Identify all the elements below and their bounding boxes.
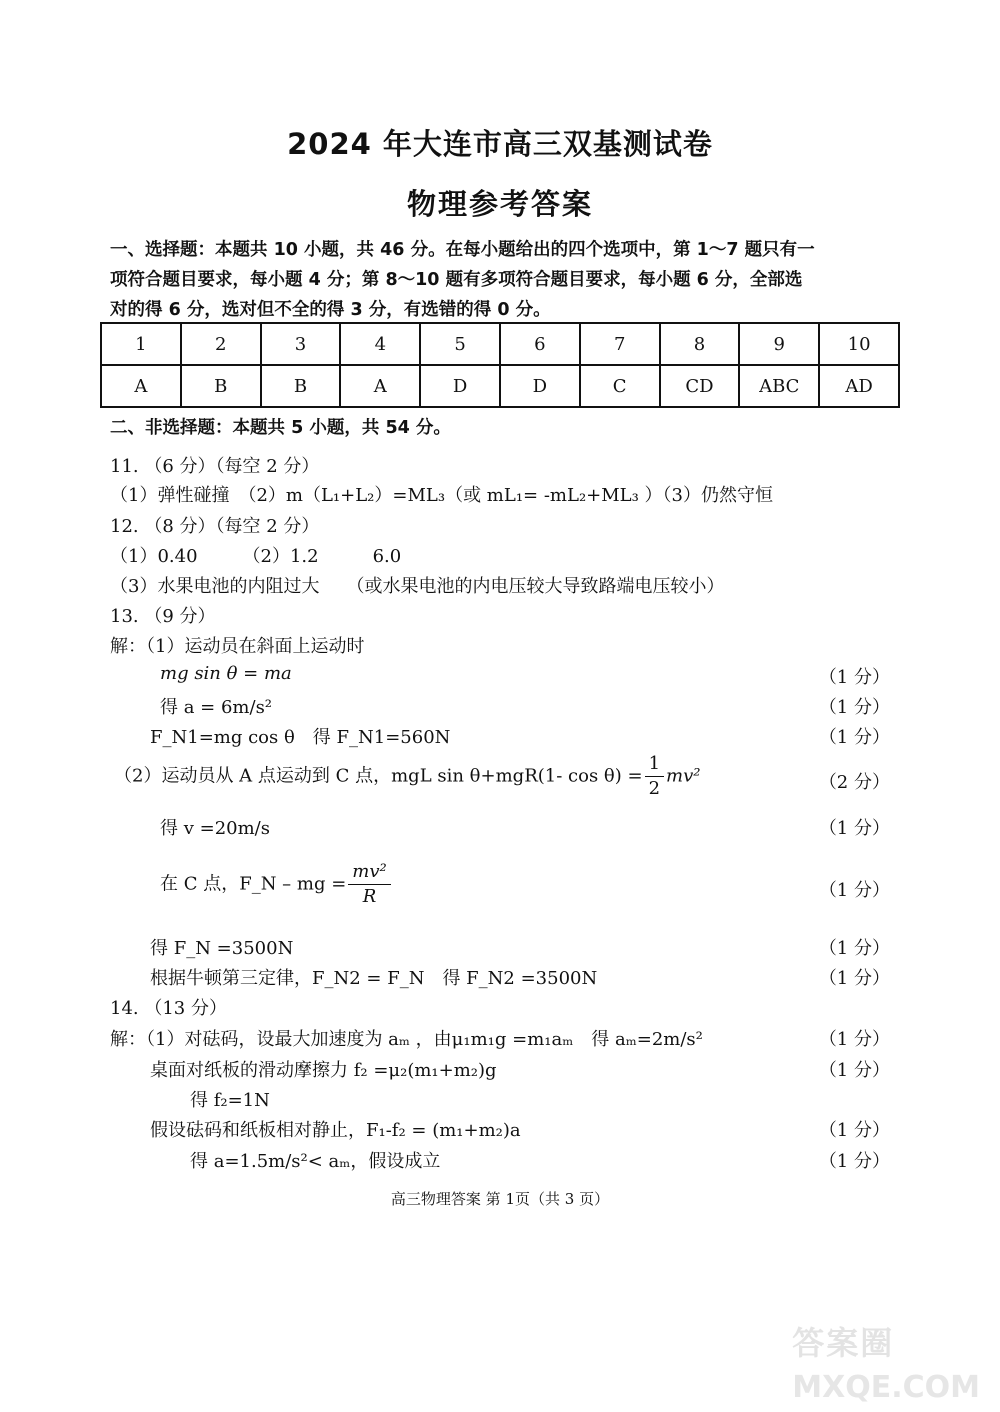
q13-energy-term: mv² (666, 765, 701, 787)
section2-heading: 二、非选择题：本题共 5 小题，共 54 分。 (110, 418, 451, 438)
table-cell: 6 (500, 323, 580, 365)
watermark-url: MXQE.COM (792, 1370, 980, 1405)
score-label: （1 分） (818, 968, 890, 989)
score-label: （1 分） (818, 667, 890, 688)
q13-solution-intro: 解：（1）运动员在斜面上运动时 (110, 636, 365, 657)
page-subtitle: 物理参考答案 (406, 187, 593, 221)
q11-heading: 11. （6 分）（每空 2 分） (110, 456, 320, 477)
score-label: （1 分） (818, 1029, 890, 1050)
table-cell: AD (819, 365, 899, 407)
q13-point-c-text: 在 C 点，F_N – mg = (160, 873, 347, 895)
table-cell: ABC (739, 365, 819, 407)
table-cell: 5 (420, 323, 500, 365)
answer-row (101, 365, 899, 407)
q13-normal-force: F_N1=mg cos θ 得 F_N1=560N (150, 727, 451, 748)
table-cell: 3 (261, 323, 341, 365)
score-label: （1 分） (818, 727, 890, 748)
fraction-denominator: R (362, 886, 377, 907)
section1-line-2: 项符合题目要求，每小题 4 分；第 8～10 题有多项符合题目要求，每小题 6 分，全部选 (110, 270, 803, 290)
table-cell: 2 (181, 323, 261, 365)
q13-result-a: 得 a = 6m/s² (160, 697, 273, 718)
score-label: （2 分） (818, 772, 890, 793)
watermark-logo-text: 答案圈 (792, 1324, 895, 1362)
q14-assumption: 假设砝码和纸板相对静止，F₁-f₂ = (m₁+m₂)a (150, 1120, 521, 1141)
q13-heading: 13. （9 分） (110, 606, 216, 627)
score-label: （1 分） (818, 938, 890, 959)
q13-energy-text: （2）运动员从 A 点运动到 C 点，mgL sin θ+mgR(1- cos θ) = (114, 765, 643, 787)
fraction-numerator: 1 (645, 752, 664, 777)
q14-friction-result: 得 f₂=1N (190, 1090, 270, 1111)
q14-assumption-result: 得 a=1.5m/s²< aₘ，假设成立 (190, 1151, 441, 1172)
table-cell: A (101, 365, 181, 407)
table-cell: D (420, 365, 500, 407)
table-cell: CD (660, 365, 740, 407)
table-cell: 7 (580, 323, 660, 365)
question-number-row (101, 323, 899, 365)
score-label: （1 分） (818, 697, 890, 718)
q13-energy-equation (114, 752, 700, 801)
table-cell: 10 (819, 323, 899, 365)
fraction-numerator: mv² (348, 860, 390, 885)
page-title: 2024 年大连市高三双基测试卷 (287, 127, 713, 161)
table-cell: B (261, 365, 341, 407)
q13-newton-third-law: 根据牛顿第三定律，F_N2 = F_N 得 F_N2 =3500N (150, 968, 598, 989)
watermark (792, 1318, 980, 1405)
section1-line-3: 对的得 6 分，选对但不全的得 3 分，有选错的得 0 分。 (110, 300, 551, 320)
score-label: （1 分） (818, 818, 890, 839)
table-cell: A (340, 365, 420, 407)
q13-result-v: 得 v =20m/s (160, 818, 270, 839)
table-cell: B (181, 365, 261, 407)
q13-result-fn: 得 F_N =3500N (150, 938, 294, 959)
score-label: （1 分） (818, 1120, 890, 1141)
q14-friction: 桌面对纸板的滑动摩擦力 f₂ =μ₂(m₁+m₂)g (150, 1060, 497, 1081)
table-cell: C (580, 365, 660, 407)
q12-heading: 12. （8 分）（每空 2 分） (110, 516, 320, 537)
answer-table (100, 322, 900, 408)
score-label: （1 分） (818, 1060, 890, 1081)
q14-heading: 14. （13 分） (110, 998, 227, 1019)
fraction-denominator: 2 (648, 778, 661, 799)
q12-answer-2: （3）水果电池的内阻过大 （或水果电池的内电压较大导致路端电压较小） (110, 576, 725, 597)
section1-line-1: 一、选择题：本题共 10 小题，共 46 分。在每小题给出的四个选项中，第 1～7 题只有一 (110, 240, 815, 260)
q14-max-acceleration: 解：（1）对砝码，设最大加速度为 aₘ ，由μ₁m₁g =m₁aₘ 得 aₘ=2m/s² (110, 1029, 703, 1050)
fraction-mv2-over-r (348, 860, 390, 909)
table-cell: D (500, 365, 580, 407)
score-label: （1 分） (818, 1151, 890, 1172)
table-cell: 1 (101, 323, 181, 365)
table-cell: 8 (660, 323, 740, 365)
table-cell: 4 (340, 323, 420, 365)
q11-answer: （1）弹性碰撞 （2）m（L₁+L₂）=ML₃（或 mL₁= -mL₂+ML₃ ）（3）仍然守恒 (110, 485, 774, 506)
score-label: （1 分） (818, 880, 890, 901)
page-footer: 高三物理答案 第 1页（共 3 页） (390, 1190, 610, 1208)
table-cell: 9 (739, 323, 819, 365)
q12-answer-1: （1）0.40 （2）1.2 6.0 (110, 546, 402, 567)
q13-point-c-equation (160, 860, 393, 909)
fraction-half (645, 752, 664, 801)
q13-equation-1: mg sin θ = ma (160, 663, 292, 684)
